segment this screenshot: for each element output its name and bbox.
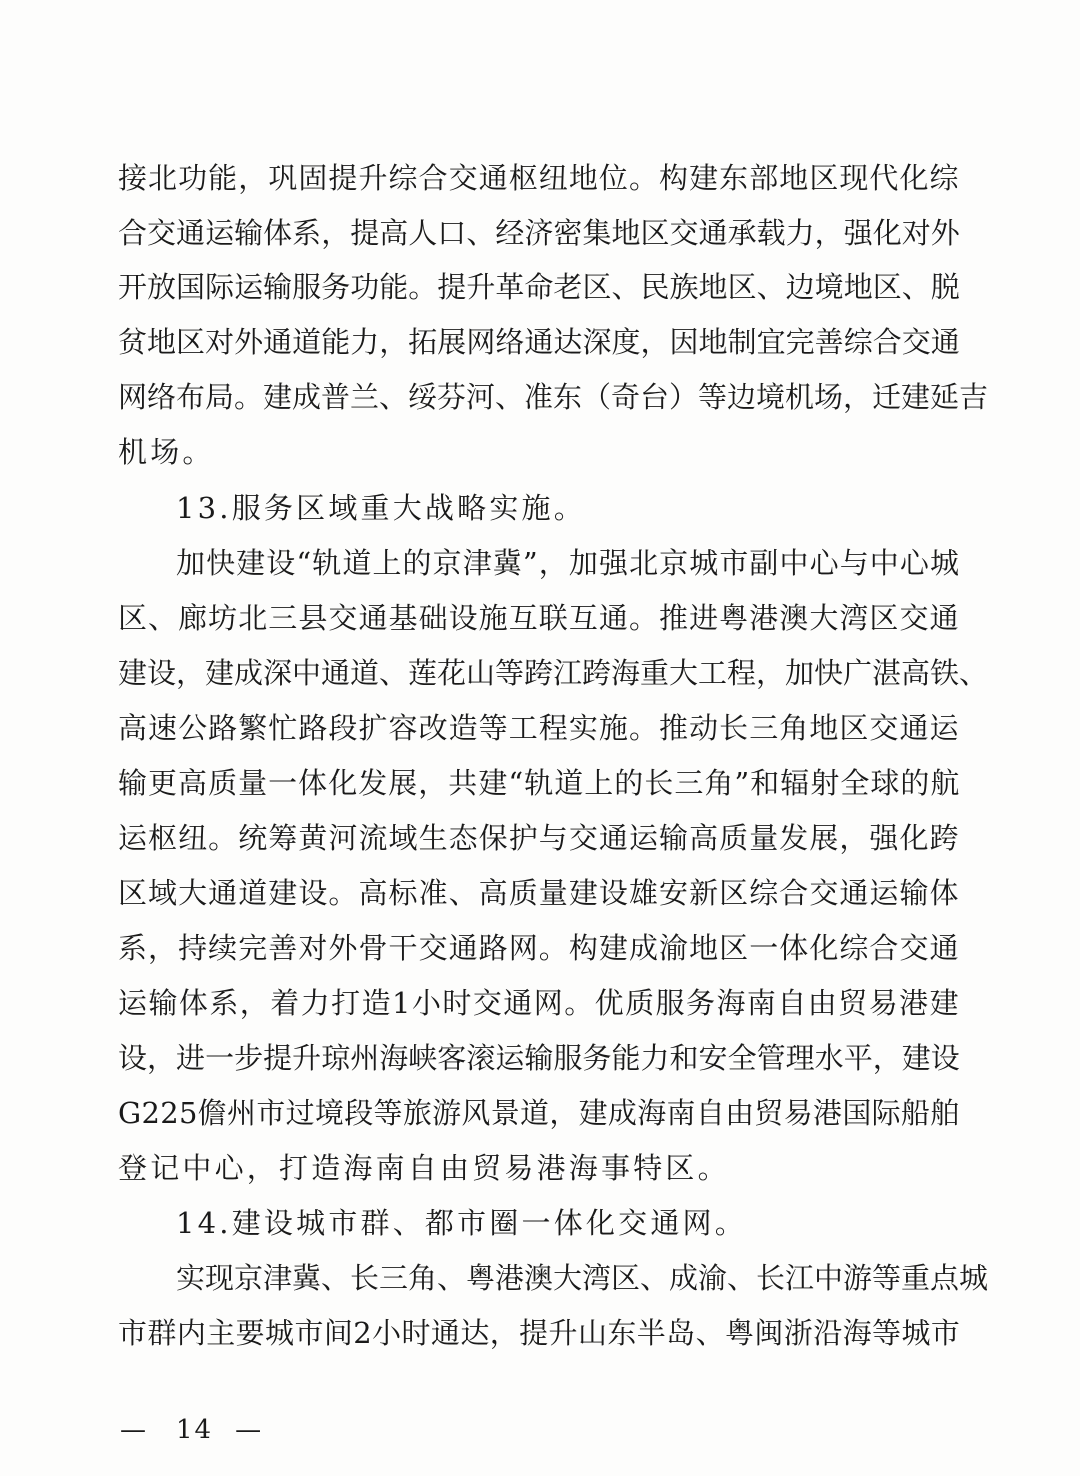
paragraph-line: 输更高质量一体化发展，共建“轨道上的长三角”和辐射全球的航 [118,766,961,800]
paragraph-line: 市群内主要城市间2小时通达，提升山东半岛、粤闽浙沿海等城市 [118,1316,961,1350]
paragraph-line: 区域大通道建设。高标准、高质量建设雄安新区综合交通运输体 [118,876,960,910]
paragraph-line: 高速公路繁忙路段扩容改造等工程实施。推动长三角地区交通运 [118,711,960,745]
paragraph-line: 登记中心，打造海南自由贸易港海事特区。 [118,1151,730,1185]
footer-dash-right: — [235,1415,264,1445]
paragraph-line: 运输体系，着力打造1小时交通网。优质服务海南自由贸易港建 [118,986,961,1020]
page-footer [120,1412,269,1448]
paragraph-line: G225儋州市过境段等旅游风景道，建成海南自由贸易港国际船舶 [118,1096,960,1130]
section-heading-13: 13.服务区域重大战略实施。 [176,491,586,525]
page-number: 14 [176,1415,214,1445]
paragraph-line: 接北功能，巩固提升综合交通枢纽地位。构建东部地区现代化综 [118,161,960,195]
paragraph-line: 区、廊坊北三县交通基础设施互联互通。推进粤港澳大湾区交通 [118,601,960,635]
paragraph-line: 建设，建成深中通道、莲花山等跨江跨海重大工程，加快广湛高铁、 [118,656,989,690]
footer-dash-left: — [120,1415,148,1445]
paragraph-line: 运枢纽。统筹黄河流域生态保护与交通运输高质量发展，强化跨 [118,821,960,855]
paragraph-line: 合交通运输体系，提高人口、经济密集地区交通承载力，强化对外 [118,216,960,250]
paragraph-line: 系，持续完善对外骨干交通路网。构建成渝地区一体化综合交通 [118,931,960,965]
paragraph-line: 网络布局。建成普兰、绥芬河、准东（奇台）等边境机场，迁建延吉 [118,380,989,414]
paragraph-line: 机场。 [118,435,215,469]
section-heading-14: 14.建设城市群、都市圈一体化交通网。 [176,1206,747,1240]
paragraph-line: 开放国际运输服务功能。提升革命老区、民族地区、边境地区、脱 [118,270,960,304]
paragraph-line: 加快建设“轨道上的京津冀”，加强北京城市副中心与中心城 [176,546,961,580]
paragraph-line: 贫地区对外通道能力，拓展网络通达深度，因地制宜完善综合交通 [118,325,960,359]
paragraph-line: 设，进一步提升琼州海峡客滚运输服务能力和安全管理水平，建设 [118,1041,960,1075]
paragraph-line: 实现京津冀、长三角、粤港澳大湾区、成渝、长江中游等重点城 [176,1261,989,1295]
